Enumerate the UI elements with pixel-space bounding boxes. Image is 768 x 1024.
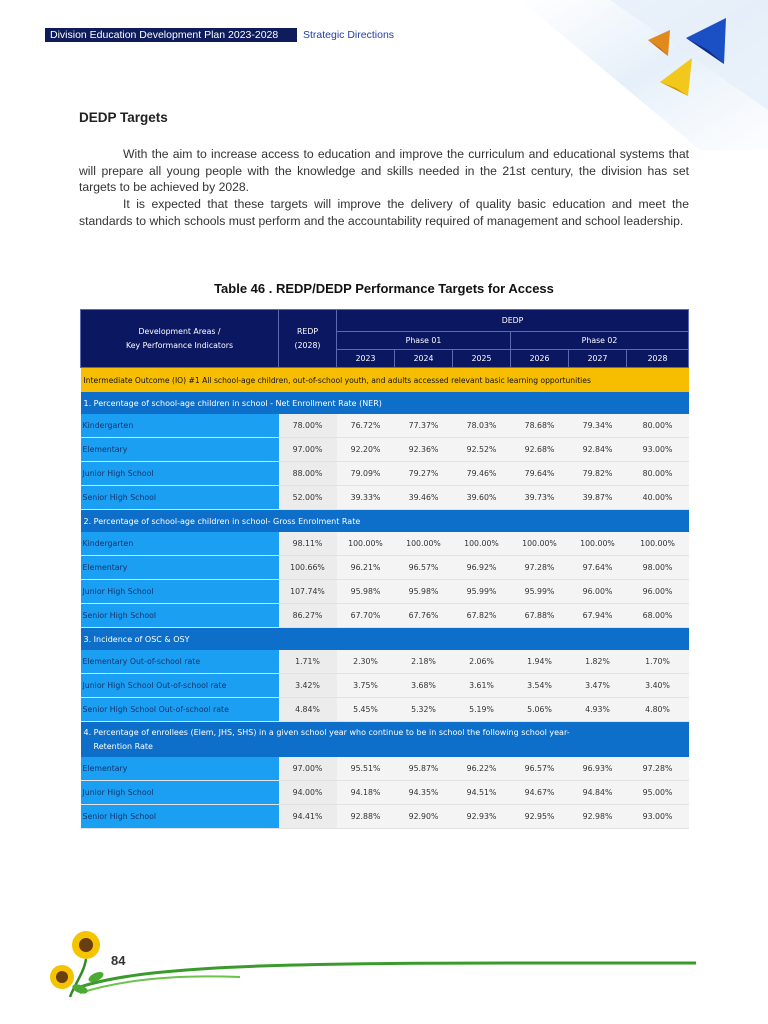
dedp-target-cell: 94.35% [395,781,453,805]
dedp-target-cell: 2.06% [453,650,511,674]
dedp-target-cell: 94.67% [511,781,569,805]
dedp-target-cell: 97.64% [569,556,627,580]
redp-target-cell: 86.27% [279,604,337,628]
redp-target-cell: 94.00% [279,781,337,805]
dedp-target-cell: 1.70% [627,650,689,674]
header-year: 2028 [627,350,689,368]
indicator-label: Senior High School Out-of-school rate [81,698,279,722]
indicator-label: Kindergarten [81,414,279,438]
indicator-label: Junior High School [81,781,279,805]
dedp-target-cell: 5.45% [337,698,395,722]
redp-target-cell: 4.84% [279,698,337,722]
dedp-target-cell: 95.87% [395,757,453,781]
header-dedp: DEDP [337,310,689,332]
table-row [81,414,689,438]
table-row [81,486,689,510]
redp-target-cell: 107.74% [279,580,337,604]
dedp-target-cell: 95.98% [395,580,453,604]
header-year: 2025 [453,350,511,368]
dedp-target-cell: 80.00% [627,414,689,438]
document-title: Division Education Development Plan 2023-2028 [50,29,279,41]
indicator-label: Senior High School [81,805,279,829]
dedp-target-cell: 39.87% [569,486,627,510]
dedp-target-cell: 3.40% [627,674,689,698]
dedp-target-cell: 40.00% [627,486,689,510]
table-row [81,604,689,628]
table-row [81,698,689,722]
dedp-target-cell: 94.84% [569,781,627,805]
dedp-target-cell: 92.98% [569,805,627,829]
dedp-target-cell: 100.00% [453,532,511,556]
dedp-target-cell: 79.46% [453,462,511,486]
header-decoration [0,0,768,150]
dedp-target-cell: 5.32% [395,698,453,722]
section-header-text: 3. Incidence of OSC & OSY [81,628,689,651]
dedp-target-cell: 4.93% [569,698,627,722]
section-header-row [81,722,689,758]
dedp-target-cell: 98.00% [627,556,689,580]
table-row [81,438,689,462]
dedp-target-cell: 95.51% [337,757,395,781]
section-header-row [81,392,689,414]
dedp-target-cell: 100.00% [395,532,453,556]
dedp-target-cell: 67.88% [511,604,569,628]
section-header-text: 2. Percentage of school-age children in school- Gross Enrolment Rate [81,510,689,533]
intermediate-outcome-text: Intermediate Outcome (IO) #1 All school-age children, out-of-school youth, and adults accessed relevant basic learning opportunities [81,368,689,393]
sunflower-footer-decoration [40,925,700,1005]
dedp-target-cell: 93.00% [627,438,689,462]
indicator-label: Kindergarten [81,532,279,556]
dedp-target-cell: 96.22% [453,757,511,781]
indicator-label: Elementary [81,556,279,580]
dedp-target-cell: 97.28% [511,556,569,580]
header-redp: REDP (2028) [279,310,337,368]
intro-paragraph-1: With the aim to increase access to education and improve the curriculum and educational systems that will prepare all young people with the knowledge and skills needed in the 21st century, the division has set targets to be achieved by 2028. [79,147,689,194]
dedp-target-cell: 39.73% [511,486,569,510]
dedp-target-cell: 92.84% [569,438,627,462]
section-header-row [81,628,689,651]
dedp-target-cell: 3.61% [453,674,511,698]
dedp-target-cell: 96.92% [453,556,511,580]
dedp-target-cell: 92.88% [337,805,395,829]
dedp-target-cell: 96.21% [337,556,395,580]
redp-target-cell: 88.00% [279,462,337,486]
dedp-target-cell: 96.93% [569,757,627,781]
indicator-label: Junior High School Out-of-school rate [81,674,279,698]
header-year: 2027 [569,350,627,368]
table-row [81,781,689,805]
header-development-areas: Development Areas / Key Performance Indicators [81,310,279,368]
header-phase-02: Phase 02 [511,332,689,350]
indicator-label: Senior High School [81,604,279,628]
dedp-target-cell: 97.28% [627,757,689,781]
indicator-label: Elementary Out-of-school rate [81,650,279,674]
dedp-target-cell: 4.80% [627,698,689,722]
dedp-target-cell: 77.37% [395,414,453,438]
dedp-target-cell: 96.00% [627,580,689,604]
performance-targets-table [80,309,689,829]
redp-target-cell: 94.41% [279,805,337,829]
dedp-target-cell: 79.34% [569,414,627,438]
dedp-target-cell: 100.00% [511,532,569,556]
dedp-target-cell: 95.98% [337,580,395,604]
intro-paragraph-2: It is expected that these targets will improve the delivery of quality basic education and meet the standards to which schools must perform and the accountability required of management and school leadership. [79,197,689,228]
redp-target-cell: 100.66% [279,556,337,580]
dedp-target-cell: 1.82% [569,650,627,674]
redp-target-cell: 52.00% [279,486,337,510]
table-row [81,805,689,829]
dedp-target-cell: 3.47% [569,674,627,698]
indicator-label: Elementary [81,757,279,781]
chapter-title: Strategic Directions [303,29,395,41]
redp-target-cell: 97.00% [279,757,337,781]
dedp-target-cell: 95.99% [453,580,511,604]
redp-target-cell: 98.11% [279,532,337,556]
dedp-target-cell: 92.95% [511,805,569,829]
header-year: 2023 [337,350,395,368]
indicator-label: Elementary [81,438,279,462]
redp-target-cell: 78.00% [279,414,337,438]
dedp-target-cell: 95.00% [627,781,689,805]
dedp-target-cell: 3.75% [337,674,395,698]
indicator-label: Junior High School [81,580,279,604]
header-phase-01: Phase 01 [337,332,511,350]
dedp-target-cell: 39.46% [395,486,453,510]
intermediate-outcome-row [81,368,689,393]
dedp-target-cell: 1.94% [511,650,569,674]
table-row [81,580,689,604]
dedp-target-cell: 79.09% [337,462,395,486]
dedp-target-cell: 67.70% [337,604,395,628]
section-header-text: 1. Percentage of school-age children in school - Net Enrollment Rate (NER) [81,392,689,414]
dedp-target-cell: 3.68% [395,674,453,698]
dedp-target-cell: 68.00% [627,604,689,628]
dedp-target-cell: 92.52% [453,438,511,462]
dedp-target-cell: 3.54% [511,674,569,698]
dedp-target-cell: 79.64% [511,462,569,486]
header-year: 2024 [395,350,453,368]
dedp-target-cell: 92.68% [511,438,569,462]
dedp-target-cell: 80.00% [627,462,689,486]
dedp-target-cell: 96.00% [569,580,627,604]
dedp-target-cell: 5.19% [453,698,511,722]
dedp-target-cell: 39.33% [337,486,395,510]
table-row [81,462,689,486]
table-row [81,532,689,556]
indicator-label: Senior High School [81,486,279,510]
section-heading: DEDP Targets [79,110,168,125]
dedp-target-cell: 94.18% [337,781,395,805]
dedp-target-cell: 79.27% [395,462,453,486]
dedp-target-cell: 93.00% [627,805,689,829]
dedp-target-cell: 78.03% [453,414,511,438]
indicator-label: Junior High School [81,462,279,486]
dedp-target-cell: 67.94% [569,604,627,628]
dedp-target-cell: 100.00% [337,532,395,556]
redp-target-cell: 1.71% [279,650,337,674]
dedp-target-cell: 76.72% [337,414,395,438]
dedp-target-cell: 67.82% [453,604,511,628]
table-row [81,674,689,698]
dedp-target-cell: 78.68% [511,414,569,438]
dedp-target-cell: 92.93% [453,805,511,829]
dedp-target-cell: 96.57% [511,757,569,781]
section-header-row [81,510,689,533]
redp-target-cell: 97.00% [279,438,337,462]
dedp-target-cell: 94.51% [453,781,511,805]
dedp-target-cell: 92.90% [395,805,453,829]
dedp-target-cell: 2.18% [395,650,453,674]
dedp-target-cell: 96.57% [395,556,453,580]
dedp-target-cell: 5.06% [511,698,569,722]
dedp-target-cell: 100.00% [569,532,627,556]
dedp-target-cell: 92.20% [337,438,395,462]
table-row [81,556,689,580]
sunflower-icon [50,931,105,997]
table-caption: Table 46 . REDP/DEDP Performance Targets for Access [214,281,554,296]
dedp-target-cell: 2.30% [337,650,395,674]
dedp-target-cell: 100.00% [627,532,689,556]
dedp-target-cell: 39.60% [453,486,511,510]
redp-target-cell: 3.42% [279,674,337,698]
table-row [81,757,689,781]
page-number: 84 [111,953,126,968]
header-year: 2026 [511,350,569,368]
table-row [81,650,689,674]
dedp-target-cell: 92.36% [395,438,453,462]
dedp-target-cell: 67.76% [395,604,453,628]
section-header-text: 4. Percentage of enrollees (Elem, JHS, SHS) in a given school year who continue to be in school the following school year- Retention Rate [81,722,689,758]
dedp-target-cell: 79.82% [569,462,627,486]
dedp-target-cell: 95.99% [511,580,569,604]
